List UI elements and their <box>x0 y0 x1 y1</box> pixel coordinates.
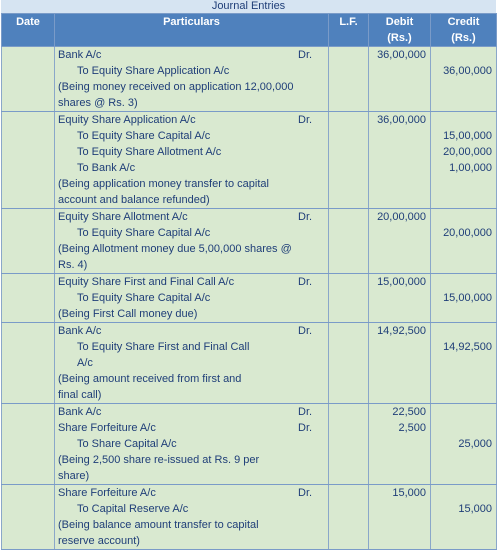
particulars-text: Equity Share First and Final Call A/c <box>58 276 235 288</box>
dr-marker <box>298 63 328 79</box>
journal-table <box>1 13 497 550</box>
lf-cell <box>329 209 369 274</box>
particulars-text: Share Forfeiture A/c <box>58 487 156 499</box>
particulars-line <box>55 420 328 436</box>
particulars-line <box>55 112 328 128</box>
journal-entry-row <box>2 485 497 550</box>
particulars-line <box>55 533 328 549</box>
particulars-line <box>55 63 328 79</box>
particulars-text: (Being amount received from first and <box>58 373 242 385</box>
date-cell <box>2 274 55 323</box>
credit-amount: 25,000 <box>458 438 492 450</box>
particulars-text: To Equity Share Capital A/c <box>77 130 211 142</box>
dr-marker <box>298 79 328 95</box>
particulars-text: Equity Share Allotment A/c <box>58 211 188 223</box>
date-cell <box>2 404 55 485</box>
dr-marker <box>298 225 328 241</box>
journal-body <box>2 47 497 550</box>
dr-marker <box>298 339 328 355</box>
credit-amount: 15,00,000 <box>443 292 492 304</box>
date-cell <box>2 47 55 112</box>
dr-marker <box>298 355 328 371</box>
credit-amount: 36,00,000 <box>443 65 492 77</box>
particulars-cell <box>55 47 329 112</box>
particulars-line <box>55 160 328 176</box>
dr-marker <box>298 144 328 160</box>
lf-cell <box>329 112 369 209</box>
dr-marker: Dr. <box>298 487 313 499</box>
credit-amount: 20,00,000 <box>443 227 492 239</box>
credit-cell <box>431 274 497 323</box>
col-header-date-label: Date <box>16 16 40 28</box>
date-cell <box>2 323 55 404</box>
particulars-text: A/c <box>77 357 93 369</box>
particulars-text: final call) <box>58 389 102 401</box>
col-header-debit-unit: (Rs.) <box>387 32 412 44</box>
particulars-line <box>55 436 328 452</box>
journal-entry-row <box>2 323 497 404</box>
col-header-lf <box>329 14 369 47</box>
debit-amount: 14,92,500 <box>377 325 426 337</box>
particulars-line <box>55 387 328 403</box>
debit-amount: 15,00,000 <box>377 276 426 288</box>
date-cell <box>2 485 55 550</box>
credit-amount: 15,000 <box>458 503 492 515</box>
particulars-cell <box>55 274 329 323</box>
particulars-text: To Equity Share Capital A/c <box>77 227 211 239</box>
debit-amount: 15,000 <box>392 487 426 499</box>
dr-marker <box>298 290 328 306</box>
particulars-text: (Being money received on application 12,00,000 <box>58 81 294 93</box>
particulars-text: (Being First Call money due) <box>58 308 198 320</box>
credit-cell <box>431 47 497 112</box>
particulars-text: To Equity Share Capital A/c <box>77 292 211 304</box>
lf-cell <box>329 274 369 323</box>
col-header-credit-label: Credit <box>447 16 480 28</box>
debit-amount: 20,00,000 <box>377 211 426 223</box>
particulars-line <box>55 404 328 420</box>
dr-marker <box>298 436 328 452</box>
dr-marker <box>298 95 328 111</box>
dr-marker: Dr. <box>298 406 313 418</box>
particulars-text: Bank A/c <box>58 325 102 337</box>
dr-marker <box>298 160 328 176</box>
particulars-text: account and balance refunded) <box>58 194 210 206</box>
col-header-date <box>2 14 55 47</box>
particulars-line <box>55 79 328 95</box>
credit-amount: 1,00,000 <box>449 162 492 174</box>
col-header-lf-label: L.F. <box>339 16 358 28</box>
dr-marker <box>298 501 328 517</box>
particulars-text: To Equity Share Allotment A/c <box>77 146 222 158</box>
particulars-line <box>55 241 328 257</box>
debit-cell <box>369 112 431 209</box>
debit-cell <box>369 209 431 274</box>
dr-marker <box>298 306 328 322</box>
particulars-line <box>55 452 328 468</box>
debit-cell <box>369 323 431 404</box>
dr-marker <box>298 257 328 273</box>
dr-marker <box>298 176 328 192</box>
particulars-line <box>55 290 328 306</box>
credit-amount: 15,00,000 <box>443 130 492 142</box>
particulars-line <box>55 468 328 484</box>
particulars-text: shares @ Rs. 3) <box>58 97 138 109</box>
credit-cell <box>431 112 497 209</box>
particulars-cell <box>55 112 329 209</box>
lf-cell <box>329 404 369 485</box>
date-cell <box>2 209 55 274</box>
dr-marker <box>298 468 328 484</box>
dr-marker <box>298 241 328 257</box>
particulars-text: reserve account) <box>58 535 140 547</box>
debit-amount: 36,00,000 <box>377 49 426 61</box>
dr-marker <box>298 371 328 387</box>
particulars-cell <box>55 209 329 274</box>
particulars-line <box>55 355 328 371</box>
particulars-line <box>55 371 328 387</box>
particulars-text: (Being application money transfer to capital <box>58 178 269 190</box>
particulars-text: To Share Capital A/c <box>77 438 177 450</box>
credit-cell <box>431 404 497 485</box>
journal-entry-row <box>2 404 497 485</box>
particulars-line <box>55 95 328 111</box>
particulars-line <box>55 128 328 144</box>
dr-marker <box>298 128 328 144</box>
col-header-particulars <box>55 14 329 47</box>
particulars-line <box>55 339 328 355</box>
col-header-debit <box>369 14 431 47</box>
credit-amount: 14,92,500 <box>443 341 492 353</box>
col-header-credit-unit: (Rs.) <box>451 32 476 44</box>
dr-marker <box>298 452 328 468</box>
lf-cell <box>329 323 369 404</box>
particulars-line <box>55 517 328 533</box>
credit-cell <box>431 485 497 550</box>
header-row <box>2 14 497 47</box>
particulars-line <box>55 225 328 241</box>
debit-amount: 22,500 <box>392 406 426 418</box>
journal-entry-row <box>2 274 497 323</box>
debit-cell <box>369 274 431 323</box>
col-header-particulars-label: Particulars <box>163 16 220 28</box>
credit-cell <box>431 209 497 274</box>
particulars-line <box>55 306 328 322</box>
particulars-line <box>55 192 328 208</box>
particulars-text: Equity Share Application A/c <box>58 114 196 126</box>
particulars-text: To Capital Reserve A/c <box>77 503 189 515</box>
dr-marker <box>298 192 328 208</box>
particulars-text: Rs. 4) <box>58 259 88 271</box>
particulars-cell <box>55 485 329 550</box>
particulars-line <box>55 176 328 192</box>
particulars-line <box>55 323 328 339</box>
journal-entry-row <box>2 47 497 112</box>
lf-cell <box>329 47 369 112</box>
credit-cell <box>431 323 497 404</box>
debit-amount: 36,00,000 <box>377 114 426 126</box>
dr-marker <box>298 517 328 533</box>
particulars-text: To Equity Share Application A/c <box>77 65 230 77</box>
particulars-text: To Bank A/c <box>77 162 136 174</box>
particulars-text: (Being balance amount transfer to capital <box>58 519 259 531</box>
dr-marker: Dr. <box>298 49 313 61</box>
particulars-text: (Being Allotment money due 5,00,000 shares @ <box>58 243 292 255</box>
particulars-cell <box>55 323 329 404</box>
table-title: Journal Entries <box>1 0 496 14</box>
particulars-line <box>55 501 328 517</box>
dr-marker: Dr. <box>298 211 313 223</box>
particulars-text: To Equity Share First and Final Call <box>77 341 250 353</box>
particulars-cell <box>55 404 329 485</box>
particulars-line <box>55 209 328 225</box>
credit-amount: 20,00,000 <box>443 146 492 158</box>
dr-marker: Dr. <box>298 422 313 434</box>
particulars-line <box>55 144 328 160</box>
debit-cell <box>369 485 431 550</box>
particulars-line <box>55 257 328 273</box>
journal-entry-row <box>2 112 497 209</box>
date-cell <box>2 112 55 209</box>
journal-entry-row <box>2 209 497 274</box>
particulars-text: (Being 2,500 share re-issued at Rs. 9 per <box>58 454 260 466</box>
dr-marker: Dr. <box>298 114 313 126</box>
particulars-text: Share Forfeiture A/c <box>58 422 156 434</box>
particulars-text: Bank A/c <box>58 406 102 418</box>
particulars-line <box>55 274 328 290</box>
debit-cell <box>369 404 431 485</box>
dr-marker: Dr. <box>298 276 313 288</box>
dr-marker: Dr. <box>298 325 313 337</box>
particulars-text: share) <box>58 470 90 482</box>
col-header-debit-label: Debit <box>385 16 414 28</box>
particulars-line <box>55 47 328 63</box>
dr-marker <box>298 387 328 403</box>
col-header-credit <box>431 14 497 47</box>
debit-amount: 2,500 <box>398 422 426 434</box>
dr-marker <box>298 533 328 549</box>
lf-cell <box>329 485 369 550</box>
particulars-line <box>55 485 328 501</box>
debit-cell <box>369 47 431 112</box>
particulars-text: Bank A/c <box>58 49 102 61</box>
